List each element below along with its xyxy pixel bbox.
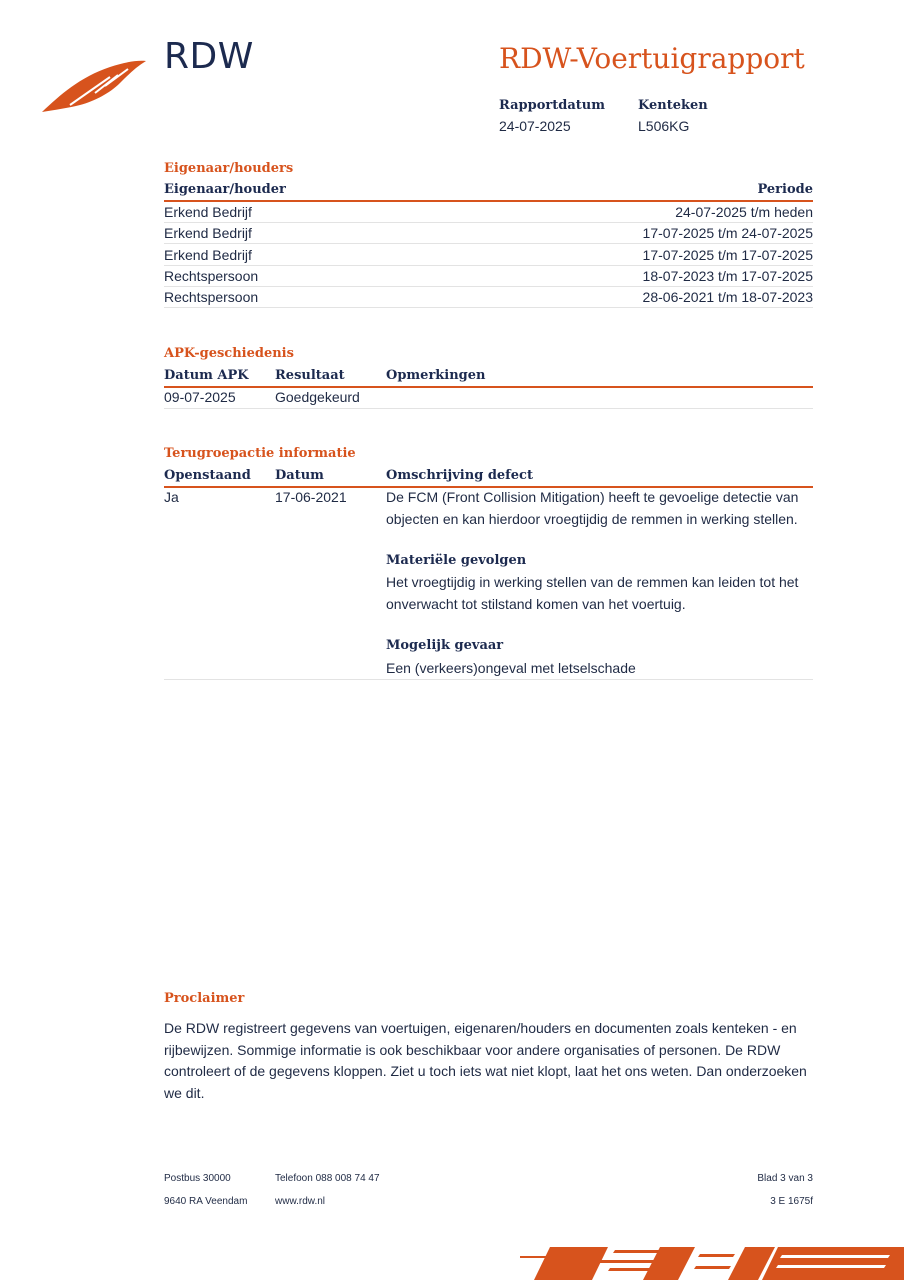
danger-text: Een (verkeers)ongeval met letselschade [386, 660, 636, 676]
apk-col-date: Datum APK [164, 368, 249, 383]
apk-col-result: Resultaat [275, 368, 345, 383]
footer-code: 3 E 1675f [770, 1196, 813, 1207]
row-divider [164, 408, 813, 409]
apk-header-rule [164, 386, 813, 388]
row-divider [164, 243, 813, 244]
report-title: RDW-Voertuigrapport [499, 42, 805, 75]
period-cell: 28-06-2021 t/m 18-07-2023 [642, 289, 813, 305]
rapportdatum-value: 24-07-2025 [499, 118, 571, 134]
period-cell: 24-07-2025 t/m heden [675, 204, 813, 220]
table-row [164, 266, 813, 287]
proclaimer-title: Proclaimer [164, 991, 245, 1006]
owner-cell: Erkend Bedrijf [164, 225, 252, 241]
apk-section-title: APK-geschiedenis [164, 346, 294, 361]
row-divider [164, 307, 813, 308]
kenteken-label: Kenteken [638, 98, 708, 113]
recall-defect-line: objecten en kan hierdoor vroegtijdig de remmen in werking stellen. [386, 511, 798, 527]
consequences-title: Materiële gevolgen [386, 553, 527, 568]
table-row [164, 287, 813, 308]
period-cell: 17-07-2025 t/m 17-07-2025 [642, 247, 813, 263]
footer-telefoon: Telefoon 088 008 74 47 [275, 1173, 380, 1184]
recall-header-rule [164, 486, 813, 488]
table-row [164, 223, 813, 244]
recall-open-cell: Ja [164, 489, 179, 505]
table-row [164, 245, 813, 266]
recall-col-date: Datum [275, 468, 324, 483]
owners-col-owner: Eigenaar/houder [164, 182, 286, 197]
footer-postbus: Postbus 30000 [164, 1173, 231, 1184]
recall-col-open: Openstaand [164, 468, 251, 483]
recall-col-desc: Omschrijving defect [386, 468, 533, 483]
kenteken-value: L506KG [638, 118, 690, 134]
table-row [164, 202, 813, 223]
owner-cell: Erkend Bedrijf [164, 247, 252, 263]
row-divider [164, 679, 813, 680]
apk-result-cell: Goedgekeurd [275, 389, 360, 405]
brand-name: RDW [164, 36, 254, 77]
proclaimer-line: De RDW registreert gegevens van voertuigen, eigenaren/houders en documenten zoals kenteken - en [164, 1020, 797, 1036]
apk-col-remarks: Opmerkingen [386, 368, 486, 383]
recall-date-cell: 17-06-2021 [275, 489, 347, 505]
proclaimer-line: rijbewijzen. Sommige informatie is ook beschikbaar voor andere organisaties of personen. De RDW [164, 1041, 781, 1058]
footer-postcode: 9640 RA Veendam [164, 1196, 248, 1207]
owners-section-title: Eigenaar/houders [164, 161, 294, 176]
owners-col-period: Periode [757, 182, 813, 197]
recall-defect-line: De FCM (Front Collision Mitigation) heeft te gevoelige detectie van [386, 489, 799, 505]
danger-title: Mogelijk gevaar [386, 638, 504, 653]
proclaimer-line: we dit. [164, 1084, 205, 1101]
owner-cell: Rechtspersoon [164, 268, 259, 284]
owner-cell: Erkend Bedrijf [164, 204, 252, 220]
apk-date-cell: 09-07-2025 [164, 389, 236, 405]
recall-section-title: Terugroepactie informatie [164, 446, 356, 461]
consequences-line: onverwacht tot stilstand komen van het voertuig. [386, 596, 686, 612]
proclaimer-line: controleert of de gegevens kloppen. Ziet u toch iets wat niet klopt, laat het ons weten. Dan onderzoeken [164, 1063, 807, 1079]
rdw-feather-logo-icon [40, 55, 150, 115]
footer-website-link[interactable]: www.rdw.nl [275, 1196, 326, 1207]
owner-cell: Rechtspersoon [164, 289, 259, 305]
proclaimer-text [164, 1018, 824, 1104]
footer-page-number: Blad 3 van 3 [757, 1173, 813, 1184]
period-cell: 18-07-2023 t/m 17-07-2025 [642, 268, 813, 284]
consequences-line: Het vroegtijdig in werking stellen van de remmen kan leiden tot het [386, 574, 799, 590]
rapportdatum-label: Rapportdatum [499, 98, 605, 113]
period-cell: 17-07-2025 t/m 24-07-2025 [642, 225, 813, 241]
rdw-stripes-decoration-icon [520, 1246, 904, 1280]
